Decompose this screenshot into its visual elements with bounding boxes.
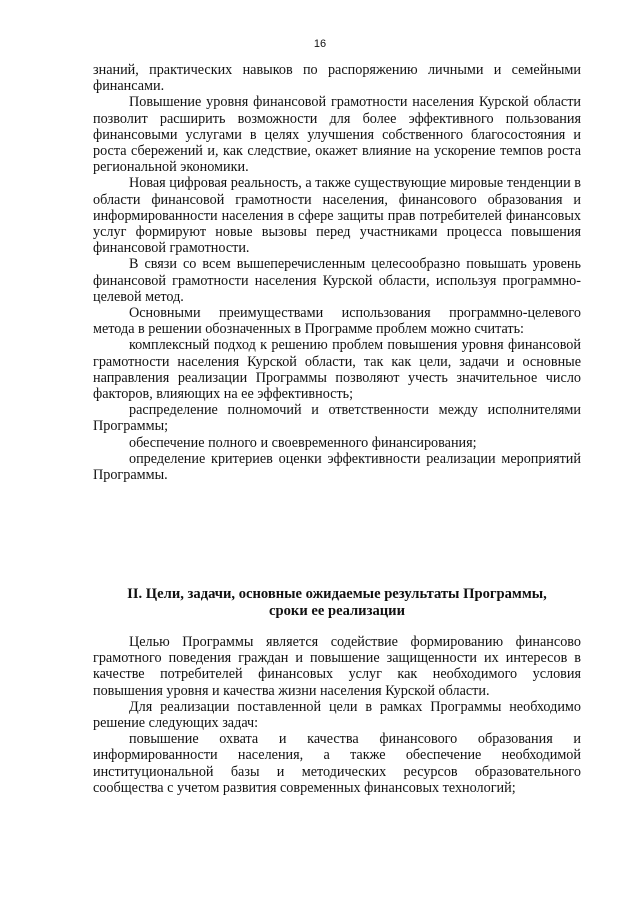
section-heading-line: II. Цели, задачи, основные ожидаемые результаты Программы,	[127, 586, 547, 602]
list-item: определение критериев оценки эффективности реализации мероприятий Программы.	[93, 450, 581, 484]
section-heading-line: сроки ее реализации	[269, 603, 405, 619]
paragraph: Основными преимуществами использования программно-целевого метода в решении обозначенных в Программе проблем можно считать:	[93, 305, 581, 338]
paragraph: В связи со всем вышеперечисленным целесообразно повышать уровень финансовой грамотности населения Курской области, используя программно-целевой метод.	[93, 256, 581, 305]
paragraph: Целью Программы является содействие формированию финансово грамотного поведения граждан и повышение защищенности их интересов в качестве потребителей финансовых услуг как необходимого условия повышения уровня и качества жизни населения Курской области.	[93, 634, 581, 699]
section-heading	[93, 586, 581, 620]
bottom-text-block	[93, 634, 581, 796]
page-number: 16	[313, 38, 327, 50]
list-item: повышение охвата и качества финансового образования и информированности населения, а также обеспечение необходимой институциональной базы и методических ресурсов образовательного сообщества с учетом развития современных финансовых технологий;	[93, 731, 581, 796]
top-text-block	[93, 62, 581, 483]
paragraph: Повышение уровня финансовой грамотности населения Курской области позволит расширить возможности для более эффективного пользования финансовыми услугами в целях улучшения собственного благосостояния и роста сбережений и, как следствие, окажет влияние на ускорение темпов роста региональной экономики.	[93, 94, 581, 176]
paragraph: Для реализации поставленной цели в рамках Программы необходимо решение следующих задач:	[93, 698, 581, 732]
paragraph: Новая цифровая реальность, а также существующие мировые тенденции в области финансовой грамотности населения, финансового образования и информированности населения в сфере защиты прав потребителей финансовых услуг формируют новые вызовы перед участниками процесса повышения финансовой грамотности.	[93, 175, 581, 257]
paragraph: знаний, практических навыков по распоряжению личными и семейными финансами.	[93, 62, 581, 95]
list-item: комплексный подход к решению проблем повышения уровня финансовой грамотности населения Курской области, так как цели, задачи и основные направления реализации Программы позволяют учесть значительное число факторов, влияющих на ее эффективность;	[93, 337, 581, 403]
list-item: обеспечение полного и своевременного финансирования;	[129, 434, 477, 451]
list-item: распределение полномочий и ответственности между исполнителями Программы;	[93, 402, 581, 435]
